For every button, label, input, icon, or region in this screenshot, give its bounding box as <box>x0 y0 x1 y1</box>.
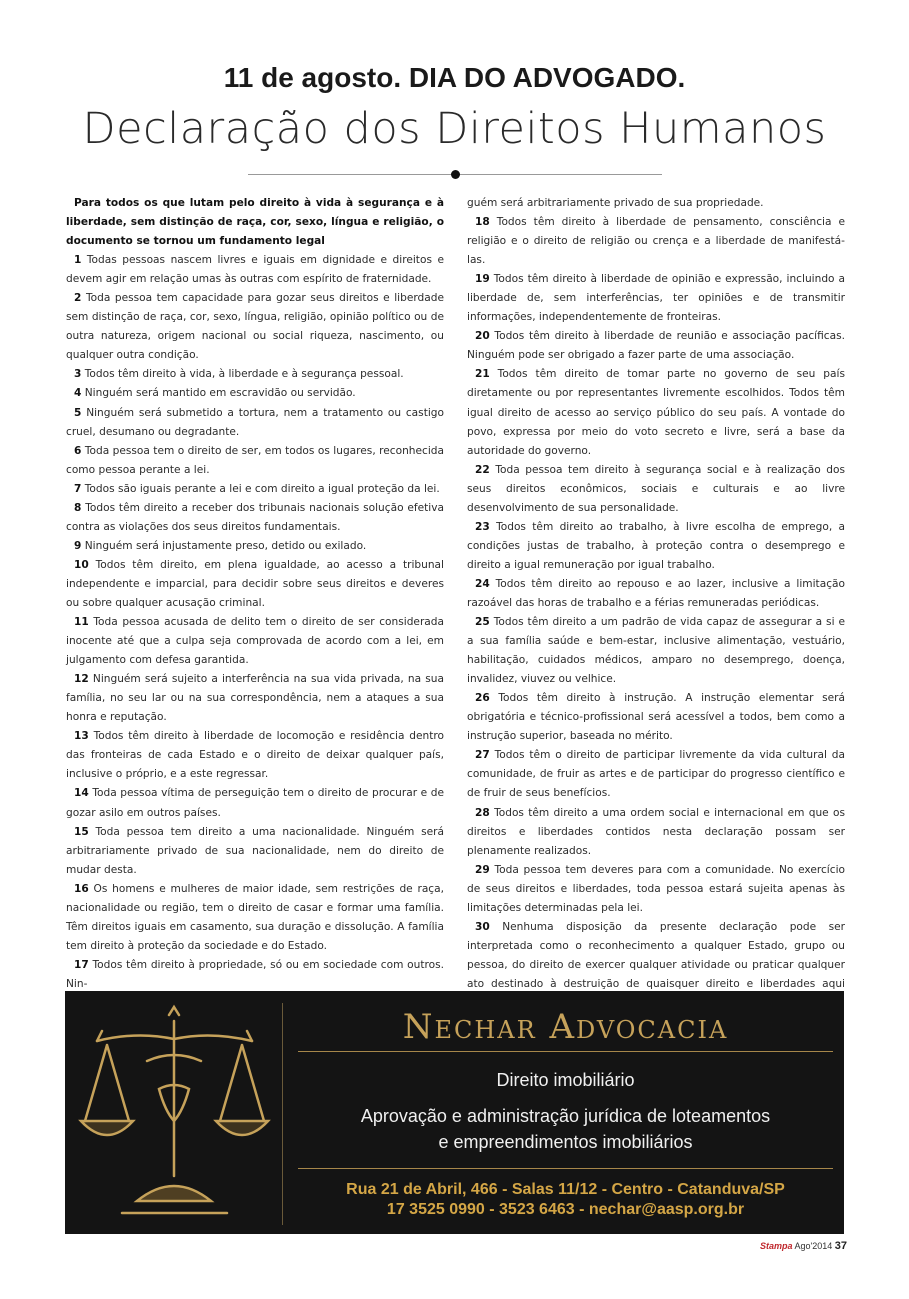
page-footer <box>760 1240 847 1252</box>
ad-services-line2: e empreendimentos imobiliários <box>438 1132 693 1152</box>
article-text: Toda pessoa tem capacidade para gozar seus direitos e liberdade sem distinção de raça, cor, sexo, língua, religião, opinião político ou de outra natureza, origem nacional ou social riqueza, nascimento, ou qualquer outra condição. <box>66 292 444 362</box>
article-text: Toda pessoa acusada de delito tem o direito de ser considerada inocente até que a culpa seja comprovada de acordo com a lei, em julgamento com defesa garantida. <box>66 616 445 667</box>
article-text: Todos têm direito à liberdade de reunião e associação pacíficas. Ninguém pode ser obrigado a fazer parte de uma associação. <box>467 330 846 362</box>
article-text: Todos têm direito a uma ordem social e internacional em que os direitos e liberdades contidos nesta declaração possam ser plenamente realizados. <box>467 806 845 857</box>
article-kicker: 11 de agosto. DIA DO ADVOGADO. <box>223 62 686 93</box>
ad-bottom-rule <box>298 1168 833 1169</box>
ad-services <box>298 1103 833 1155</box>
article-text: Todos têm direito ao repouso e ao lazer, inclusive a limitação razoável das horas de trabalho e a férias remuneradas periódicas. <box>467 577 845 609</box>
ad-address: Rua 21 de Abril, 466 - Salas 11/12 - Centro - Catanduva/SP <box>346 1181 785 1198</box>
article-text: Todos têm direito a um padrão de vida capaz de assegurar a si e a sua família saúde e bem-estar, inclusive alimentação, vestuário, habilitação, cuidados médicos, amparo no desemprego, doença, invalidez, viuvez ou velhice. <box>467 616 845 686</box>
article-text: Todos têm direito de tomar parte no governo de seu país diretamente ou por representantes livremente escolhidos. Todos têm igual direito de acesso ao serviço público do seu país. A vontade do povo, expressa por meio do voto secreto e livre, será a base da autoridade do governo. <box>467 368 845 457</box>
article-item <box>66 251 444 289</box>
ad-top-rule <box>298 1051 833 1052</box>
article-number: 22 <box>475 463 490 476</box>
magazine-brand: Stampa <box>759 1241 793 1251</box>
article-text: Todos têm direito à propriedade, só ou em sociedade com outros. Nin- <box>66 958 444 990</box>
article-text: Todos têm direito à vida, à liberdade e à segurança pessoal. <box>84 368 404 381</box>
article-item <box>66 784 444 822</box>
article-number: 7 <box>74 482 82 495</box>
article-number: 24 <box>475 577 490 590</box>
article-text: Todos têm direito à liberdade de pensamento, consciência e religião e o direito de religião ou crença e a liberdade de manifestá-las. <box>467 216 845 267</box>
article-number: 18 <box>475 216 490 229</box>
article-item <box>467 746 845 803</box>
article-title: Declaração dos Direitos Humanos <box>82 104 827 154</box>
article-continuation: guém será arbitrariamente privado de sua propriedade. <box>467 197 764 209</box>
article-item <box>66 556 444 613</box>
article-text: Toda pessoa tem o direito de ser, em todos os lugares, reconhecida como pessoa perante a lei. <box>66 444 444 476</box>
article-text: Todos têm direito à liberdade de locomoção e residência dentro das fronteiras de cada Estado e o direito de deixar qualquer país, inclusive o próprio, e a este regressar. <box>66 730 444 781</box>
article-text: Todos têm direito à liberdade de opinião e expressão, incluindo a liberdade de, sem interferências, ter opiniões e de transmitir informações, independentemente de fronteiras. <box>467 273 845 324</box>
article-column-right <box>467 194 845 1013</box>
article-number: 1 <box>74 254 82 267</box>
article-item <box>66 442 444 480</box>
article-number: 21 <box>475 368 490 381</box>
article-item <box>66 499 444 537</box>
article-column-left <box>66 194 444 994</box>
article-item <box>467 613 845 689</box>
ad-contact-block <box>298 1180 833 1220</box>
article-intro: Para todos os que lutam pelo direito à vida à segurança e à liberdade, sem distinção de raça, cor, sexo, língua e religião, o documento se tornou um fundamento legal <box>66 197 444 248</box>
article-item <box>467 327 845 365</box>
article-item <box>66 880 444 956</box>
article-text: Todos têm direito, em plena igualdade, ao acesso a tribunal independente e imparcial, para decidir sobre seus direitos e deveres ou sobre qualquer acusação criminal. <box>66 558 444 609</box>
ad-vertical-divider <box>282 1003 283 1225</box>
article-number: 15 <box>74 825 89 838</box>
article-number: 11 <box>74 616 89 629</box>
ad-company-name: Nechar Advocacia <box>402 1007 729 1047</box>
article-number: 13 <box>74 730 89 743</box>
article-number: 17 <box>74 958 89 971</box>
article-item <box>66 365 444 384</box>
article-text: Os homens e mulheres de maior idade, sem restrições de raça, nacionalidade ou região, tem o direito de casar e formar uma família. Têm direitos iguais em casamento, sua duração e dissolução. A família tem direito à proteção da sociedade e do Estado. <box>66 882 444 952</box>
article-item <box>66 289 444 365</box>
article-text: Toda pessoa vítima de perseguição tem o direito de procurar e de gozar asilo em outros países. <box>66 787 444 819</box>
article-number: 30 <box>475 920 490 933</box>
article-text: Ninguém será submetido a tortura, nem a tratamento ou castigo cruel, desumano ou degradante. <box>66 406 444 438</box>
ad-specialty: Direito imobiliário <box>496 1070 635 1090</box>
article-number: 8 <box>74 501 82 514</box>
article-item <box>467 518 845 575</box>
article-item <box>467 461 845 518</box>
article-number: 29 <box>475 863 490 876</box>
issue-date: Ago'2014 <box>794 1241 833 1251</box>
article-item <box>467 861 845 918</box>
article-item <box>467 689 845 746</box>
article-number: 25 <box>475 616 490 629</box>
article-number: 9 <box>74 539 82 552</box>
article-number: 20 <box>475 330 490 343</box>
article-number: 6 <box>74 444 82 457</box>
article-number: 28 <box>475 806 490 819</box>
article-item <box>66 537 444 556</box>
article-item <box>66 823 444 880</box>
page-number: 37 <box>834 1240 847 1252</box>
article-number: 10 <box>74 558 89 571</box>
article-text: Todas pessoas nascem livres e iguais em dignidade e direitos e devem agir em relação umas às outras com espírito de fraternidade. <box>66 254 444 286</box>
article-item <box>467 575 845 613</box>
ad-phone-email: 17 3525 0990 - 3523 6463 - nechar@aasp.org.br <box>386 1201 745 1218</box>
article-text: Ninguém será mantido em escravidão ou servidão. <box>84 387 356 400</box>
article-number: 2 <box>74 292 82 305</box>
article-number: 5 <box>74 406 82 419</box>
article-list-left <box>66 251 444 994</box>
article-number: 16 <box>74 882 89 895</box>
article-text: Toda pessoa tem direito a uma nacionalidade. Ninguém será arbitrariamente privado de sua nacionalidade, nem do direito de mudar desta. <box>66 825 444 876</box>
article-item <box>66 404 444 442</box>
article-number: 4 <box>74 387 82 400</box>
advertisement <box>65 991 844 1234</box>
ad-services-line1: Aprovação e administração jurídica de loteamentos <box>360 1106 771 1126</box>
article-number: 26 <box>475 692 490 705</box>
article-text: Todos têm direito ao trabalho, à livre escolha de emprego, a condições justas de trabalho, à proteção contra o desemprego e direito a igual remuneração por igual trabalho. <box>467 520 845 571</box>
article-item <box>66 670 444 727</box>
article-text: Todos são iguais perante a lei e com direito a igual proteção da lei. <box>84 482 440 495</box>
article-item <box>66 480 444 499</box>
article-number: 27 <box>475 749 490 762</box>
article-text: Toda pessoa tem deveres para com a comunidade. No exercício de seus direitos e liberdades, toda pessoa estará sujeita apenas às limitações determinadas pela lei. <box>467 863 845 914</box>
article-text: Todos têm o direito de participar livremente da vida cultural da comunidade, de fruir as artes e de participar do progresso científico e de fruir de seus benefícios. <box>467 749 845 800</box>
article-text: Ninguém será sujeito a interferência na sua vida privada, na sua família, no seu lar ou na sua correspondência, nem a ataques a sua honra e reputação. <box>66 673 444 724</box>
divider-dot <box>451 170 460 179</box>
article-number: 19 <box>475 273 490 286</box>
article-item <box>467 213 845 270</box>
article-number: 3 <box>74 368 82 381</box>
article-item <box>66 956 444 994</box>
article-item <box>467 270 845 327</box>
article-text: Toda pessoa tem direito à segurança social e à realização dos seus direitos econômicos, sociais e culturais e ao livre desenvolvimento de sua personalidade. <box>467 463 845 514</box>
article-item <box>66 384 444 403</box>
article-item <box>66 727 444 784</box>
article-item <box>467 365 845 460</box>
article-number: 14 <box>74 787 89 800</box>
article-number: 23 <box>475 520 490 533</box>
article-number: 12 <box>74 673 89 686</box>
article-text: Todos têm direito a receber dos tribunais nacionais solução efetiva contra as violações dos seus direitos fundamentais. <box>66 501 445 533</box>
article-text: Nenhuma disposição da presente declaração pode ser interpretada como o reconhecimento a qualquer Estado, grupo ou pessoa, do direito de exercer qualquer atividade ou praticar qualquer ato destinado à destruição de quaisquer direito e liberdades aqui <box>467 920 845 990</box>
article-text: Ninguém será injustamente preso, detido ou exilado. <box>84 539 367 552</box>
article-text: Todos têm direito à instrução. A instrução elementar será obrigatória e técnico-profissional será acessível a todos, bem como a instrução superior, baseada no mérito. <box>467 692 845 743</box>
article-item <box>66 613 444 670</box>
article-list-right <box>467 213 845 1013</box>
scales-of-justice-icon <box>77 1001 272 1226</box>
article-item <box>467 804 845 861</box>
